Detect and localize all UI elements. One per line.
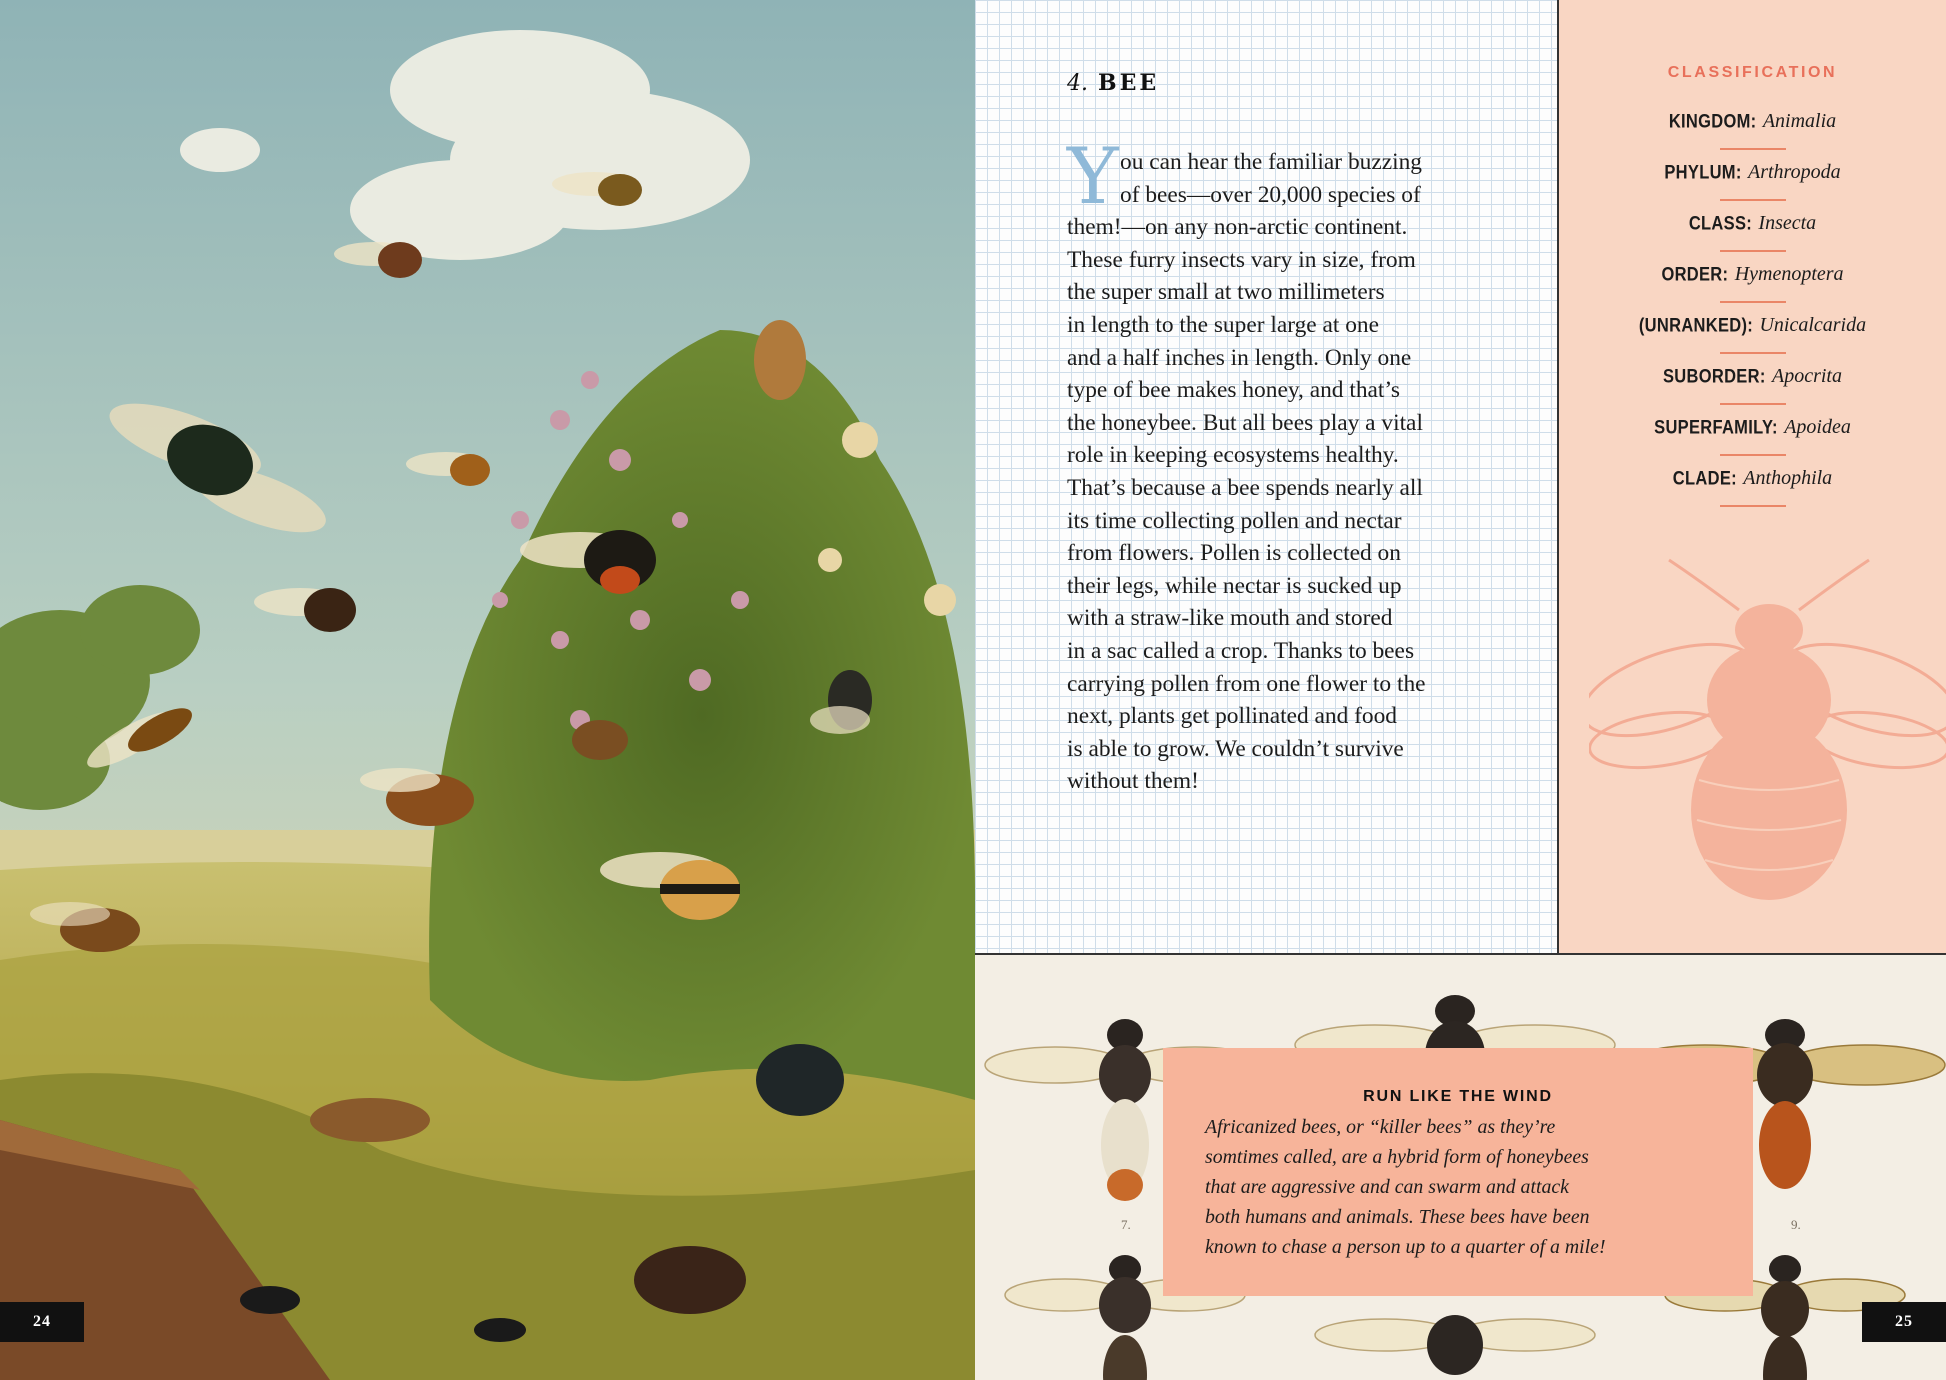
body-line: ou can hear the familiar buzzing xyxy=(1120,149,1422,175)
body-line: These furry insects vary in size, from xyxy=(1067,246,1416,273)
body-line: them!—on any non-arctic continent. xyxy=(1067,214,1408,241)
body-line: of bees—over 20,000 species of xyxy=(1120,181,1421,208)
bumblebee-engraving-icon xyxy=(1589,540,1946,920)
article-panel xyxy=(975,0,1559,953)
classification-title: CLASSIFICATION xyxy=(1667,64,1838,81)
body-line: its time collecting pollen and nectar xyxy=(1067,507,1402,534)
article-body xyxy=(1067,146,1517,798)
drop-cap: Y xyxy=(1067,132,1119,222)
classification-key: KINGDOM: xyxy=(1668,111,1757,133)
classification-key: SUBORDER: xyxy=(1663,366,1766,388)
classification-row xyxy=(1559,465,1946,516)
classification-key: CLADE: xyxy=(1672,468,1737,490)
callout-line: Africanized bees, or “killer bees” as they’re xyxy=(1205,1116,1556,1138)
page-number-left: 24 xyxy=(0,1302,84,1342)
article-number: 4. xyxy=(1067,71,1088,96)
body-line: from flowers. Pollen is collected on xyxy=(1067,540,1401,567)
classification-value: Hymenoptera xyxy=(1734,263,1844,285)
classification-key: ORDER: xyxy=(1661,264,1729,286)
classification-key: SUPERFAMILY: xyxy=(1654,417,1778,439)
classification-row xyxy=(1559,363,1946,414)
classification-row xyxy=(1559,108,1946,159)
body-line: That’s because a bee spends nearly all xyxy=(1067,474,1423,501)
callout-line: somtimes called, are a hybrid form of honeybees xyxy=(1205,1146,1589,1168)
body-line: in a sac called a crop. Thanks to bees xyxy=(1067,637,1415,664)
classification-value: Anthophila xyxy=(1743,467,1833,489)
classification-value: Insecta xyxy=(1758,212,1817,234)
body-line: role in keeping ecosystems healthy. xyxy=(1067,442,1399,469)
specimen-bee xyxy=(1315,1315,1595,1375)
body-line: the honeybee. But all bees play a vital xyxy=(1067,409,1423,436)
body-line: the super small at two millimeters xyxy=(1067,279,1385,306)
classification-row xyxy=(1559,414,1946,465)
classification-row xyxy=(1559,312,1946,363)
body-line: type of bee makes honey, and that’s xyxy=(1067,377,1400,404)
classification-value: Apocrita xyxy=(1771,365,1842,387)
callout-line: that are aggressive and can swarm and attack xyxy=(1205,1176,1569,1198)
callout-line: both humans and animals. These bees have been xyxy=(1205,1206,1590,1228)
classification-value: Unicalcarida xyxy=(1759,314,1867,336)
classification-key: (UNRANKED): xyxy=(1638,315,1754,337)
body-line: with a straw-like mouth and stored xyxy=(1067,605,1393,632)
body-line: is able to grow. We couldn’t survive xyxy=(1067,735,1404,762)
callout-line: known to chase a person up to a quarter of a mile! xyxy=(1205,1236,1606,1258)
page-number-right: 25 xyxy=(1862,1302,1946,1342)
body-line: without them! xyxy=(1067,768,1199,795)
callout-text xyxy=(1205,1112,1745,1262)
callout-title: RUN LIKE THE WIND xyxy=(1363,1088,1553,1105)
right-page xyxy=(975,0,1946,1380)
body-line: in length to the super large at one xyxy=(1067,311,1380,338)
classification-value: Arthropoda xyxy=(1748,161,1841,183)
classification-panel xyxy=(1559,0,1946,953)
classification-row xyxy=(1559,210,1946,261)
classification-key: CLASS: xyxy=(1688,213,1753,235)
classification-value: Animalia xyxy=(1762,110,1837,132)
classification-row xyxy=(1559,261,1946,312)
plate-number-left: 7. xyxy=(1121,1217,1131,1232)
classification-value: Apoidea xyxy=(1784,416,1851,438)
body-line: their legs, while nectar is sucked up xyxy=(1067,572,1402,599)
body-line: carrying pollen from one flower to the xyxy=(1067,670,1426,697)
body-line: next, plants get pollinated and food xyxy=(1067,703,1397,730)
classification-list xyxy=(1559,108,1946,516)
callout-box xyxy=(1163,1048,1753,1296)
classification-row xyxy=(1559,159,1946,210)
body-line: and a half inches in length. Only one xyxy=(1067,344,1412,371)
classification-key: PHYLUM: xyxy=(1664,162,1742,184)
article-heading xyxy=(1067,70,1159,96)
plate-number-right: 9. xyxy=(1791,1217,1801,1232)
article-title: BEE xyxy=(1098,70,1160,96)
